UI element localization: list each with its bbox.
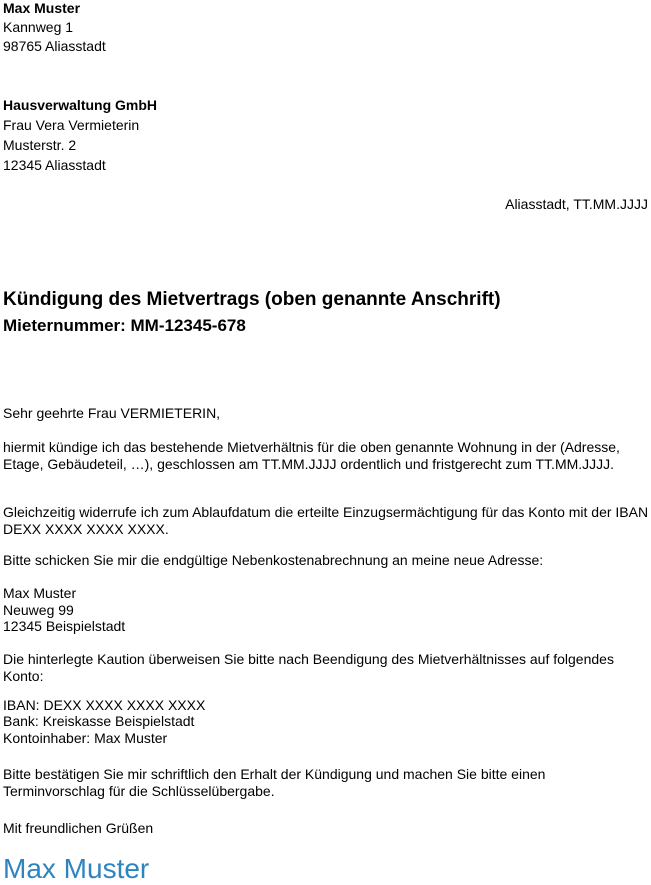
new-address-name: Max Muster [3,585,77,601]
recipient-company: Hausverwaltung GmbH [3,97,158,113]
paragraph-termination: hiermit kündige ich das bestehende Mietverhältnis für die oben genannte Wohnung in der (Adresse, Etage, Gebäudeteil, …), geschlossen am TT.MM.JJJJ ordentlich und fristgerecht zum TT.MM.JJJJ. [3,439,620,472]
paragraph-utility-bill: Bitte schicken Sie mir die endgültige Nebenkostenabrechnung an meine neue Adresse: [3,552,544,568]
new-address-street: Neuweg 99 [3,602,74,618]
paragraph-revocation: Gleichzeitig widerrufe ich zum Ablaufdatum die erteilte Einzugsermächtigung für das Konto mit der IBAN DEXX XXXX XXXX XXXX. [3,504,649,537]
paragraph-confirmation: Bitte bestätigen Sie mir schriftlich den Erhalt der Kündigung und machen Sie bitte einen Terminvorschlag für die Schlüsselübergabe. [3,766,546,799]
sender-street: Kannweg 1 [3,19,74,35]
salutation: Sehr geehrte Frau VERMIETERIN, [3,405,221,421]
recipient-person: Frau Vera Vermieterin [3,117,140,133]
signature: Max Muster [3,853,150,884]
tenant-number: Mieternummer: MM-12345-678 [3,316,246,335]
bank-iban: IBAN: DEXX XXXX XXXX XXXX [3,697,206,713]
sender-city: 98765 Aliasstadt [3,38,106,54]
subject-heading: Kündigung des Mietvertrags (oben genannte Anschrift) [3,289,501,310]
recipient-street: Musterstr. 2 [3,137,77,153]
recipient-city: 12345 Aliasstadt [3,157,106,173]
sender-name: Max Muster [3,0,81,16]
date-line: Aliasstadt, TT.MM.JJJJ [505,196,648,212]
paragraph-deposit: Die hinterlegte Kaution überweisen Sie bitte nach Beendigung des Mietverhältnisses auf folgendes Konto: [3,651,614,684]
closing-phrase: Mit freundlichen Grüßen [3,820,154,836]
new-address-city: 12345 Beispielstadt [3,618,126,634]
bank-name: Bank: Kreiskasse Beispielstadt [3,713,195,729]
account-holder: Kontoinhaber: Max Muster [3,730,168,746]
